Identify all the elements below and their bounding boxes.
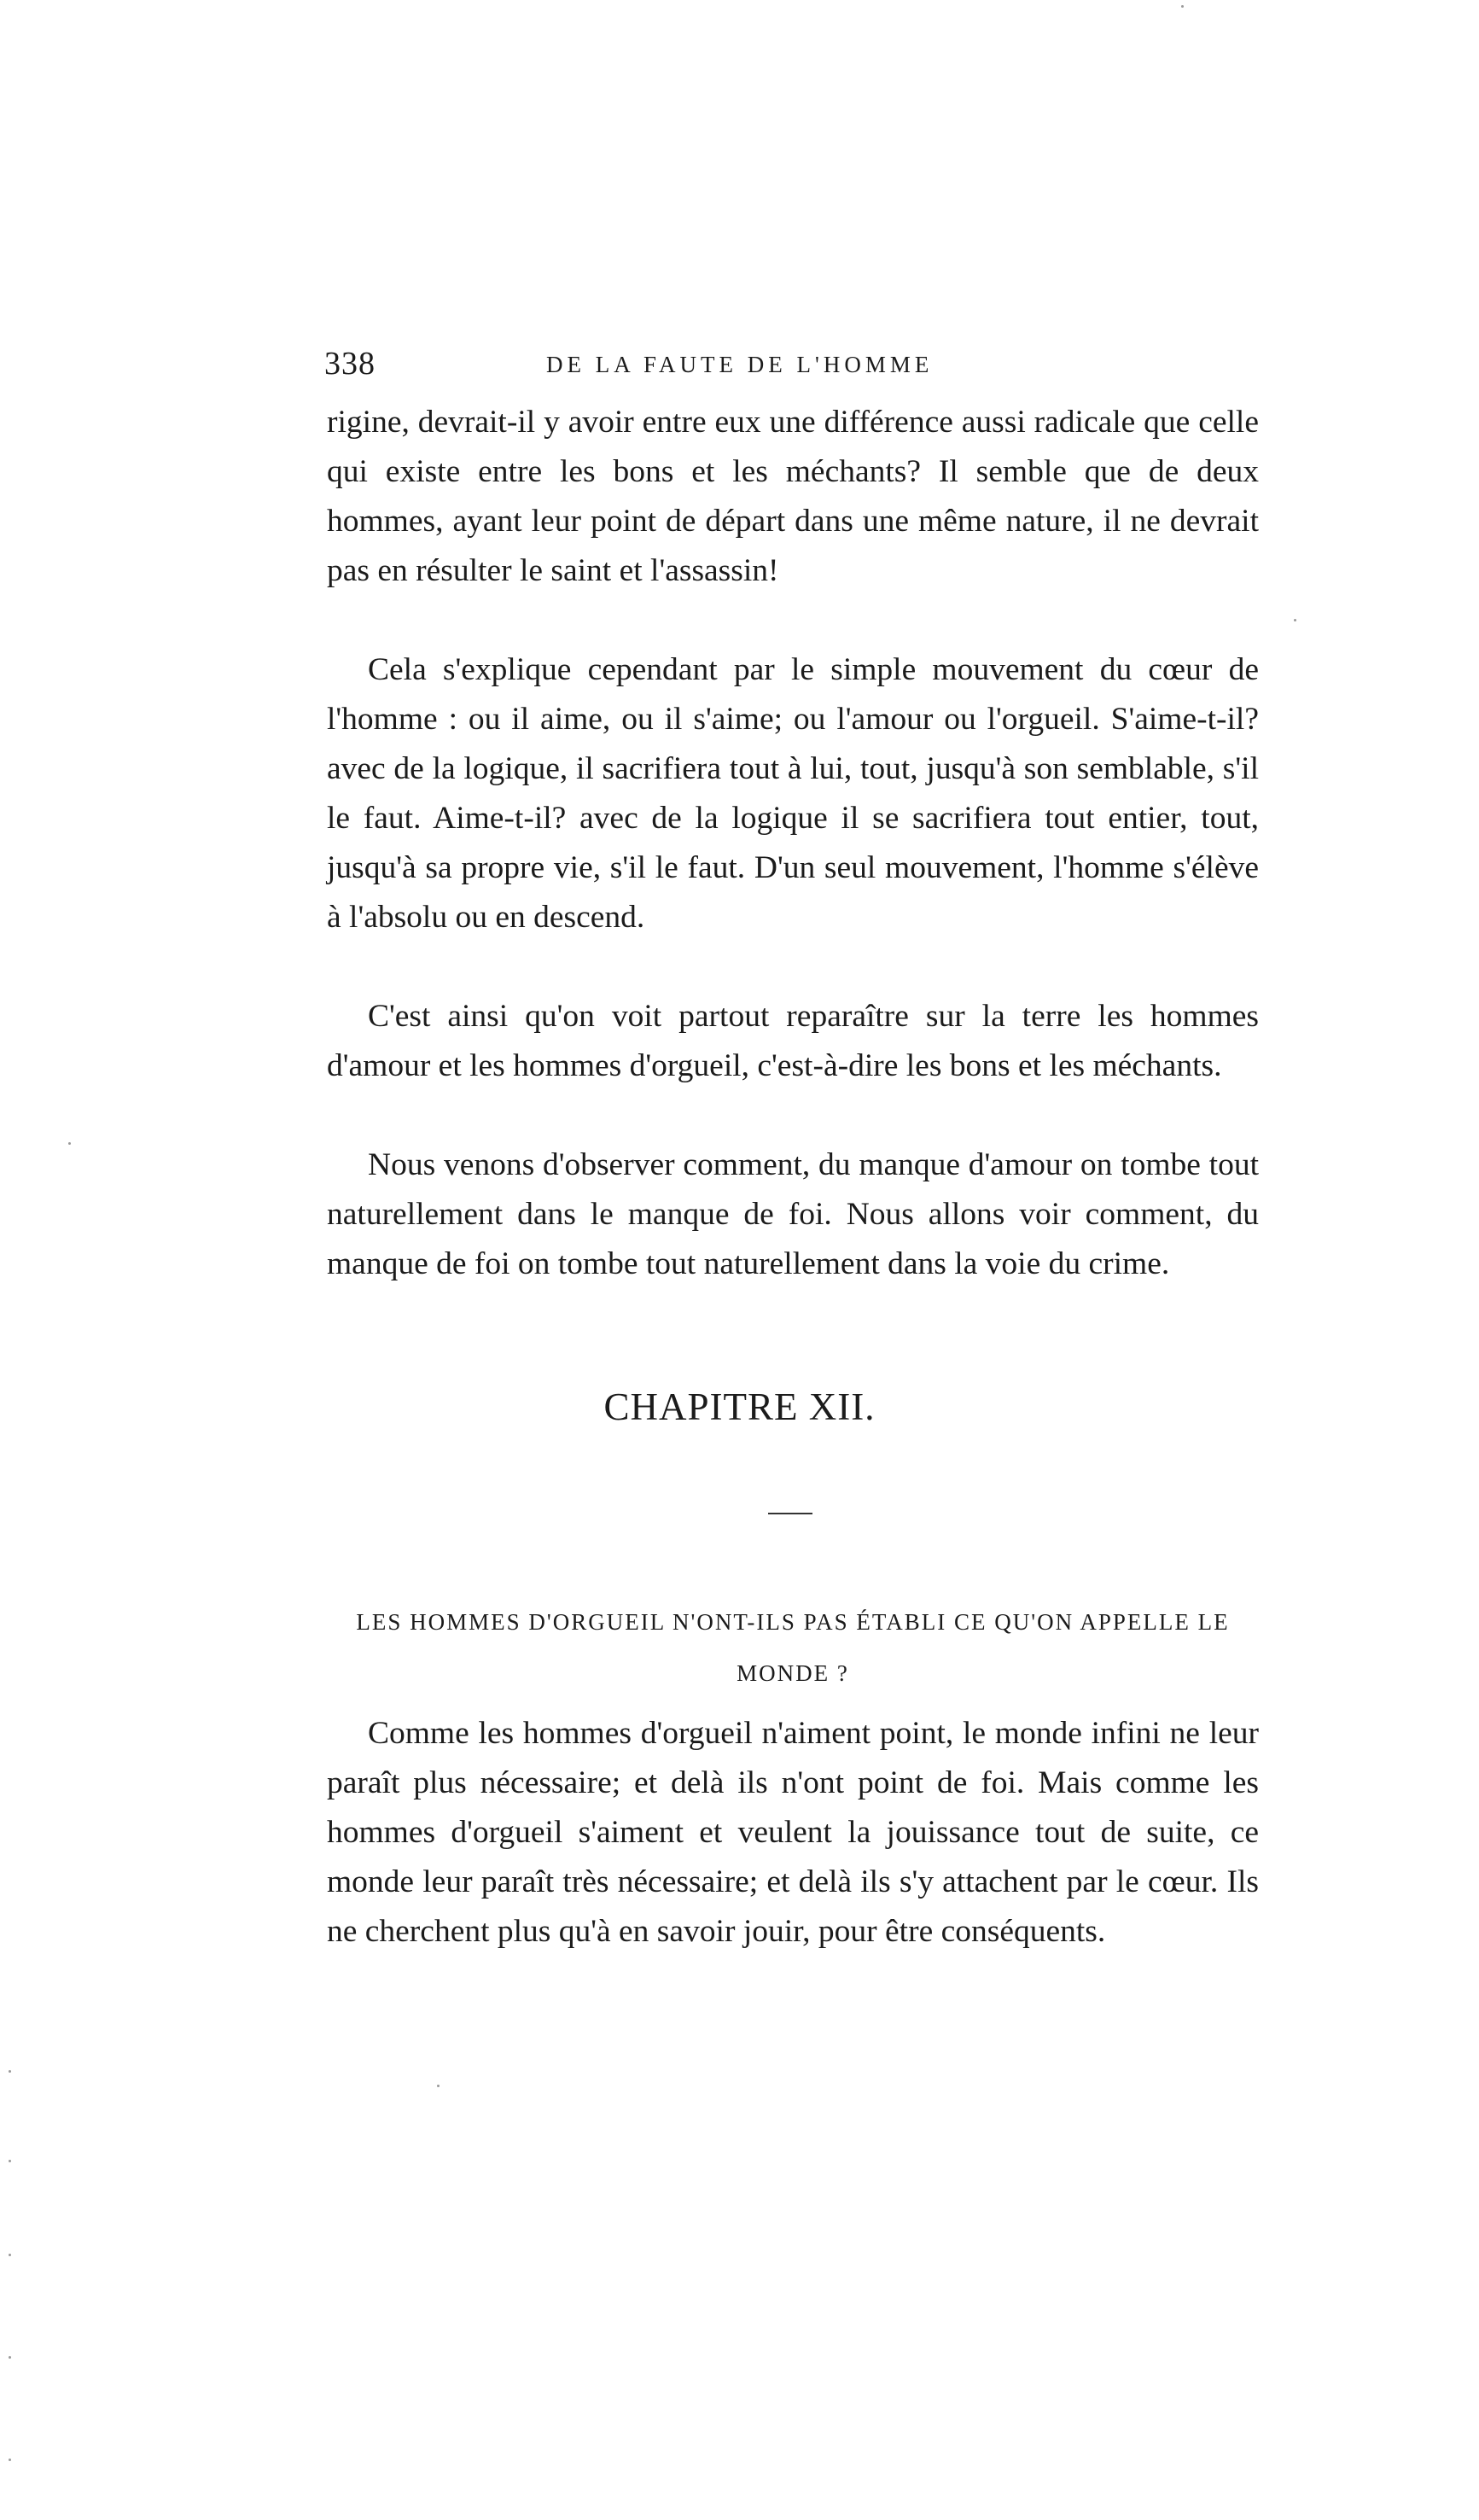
scan-speck: [9, 2356, 11, 2359]
page-number: 338: [324, 346, 376, 382]
body-paragraph-3: C'est ainsi qu'on voit partout reparaître sur la terre les hommes d'amour et les hommes d'orgueil, c'est-à-dire les bons et les méchants.: [327, 999, 1259, 1083]
body-paragraph-2: Cela s'explique cependant par le simple mouvement du cœur de l'homme : ou il aime, ou il s'aime; ou l'amour ou l'orgueil. S'aime-t-il? avec de la logique, il sacrifiera tout à lui, tout, jusqu'à son semblable, s'il le faut. Aime-t-il? avec de la logique il se sacrifiera tout entier, tout, jusqu'à sa propre vie, s'il le faut. D'un seul mouvement, l'homme s'élève à l'absolu ou en descend.: [327, 652, 1259, 935]
scan-speck: [9, 2254, 11, 2256]
scan-speck: [9, 2459, 11, 2461]
scan-speck: [9, 2070, 11, 2073]
body-paragraph-1: rigine, devrait-il y avoir entre eux une différence aussi radicale que celle qui existe entre les bons et les méchants? Il semble que de deux hommes, ayant leur point de départ dans une même nature, il ne devrait pas en résulter le saint et l'assassin!: [327, 405, 1259, 588]
scan-speck: [1294, 619, 1296, 621]
scan-speck: [437, 2085, 440, 2087]
chapter-paragraph-1: Comme les hommes d'orgueil n'aiment point, le monde infini ne leur paraît plus nécessaire; et delà ils n'ont point de foi. Mais comme les hommes d'orgueil s'aiment et veulent la jouissance tout de suite, ce monde leur paraît très nécessaire; et delà ils s'y attachent par le cœur. Ils ne cherchent plus qu'à en savoir jouir, pour être conséquents.: [327, 1716, 1259, 1949]
scan-speck: [9, 2160, 11, 2162]
scan-speck: [68, 1142, 71, 1145]
running-title: DE LA FAUTE DE L'HOMME: [546, 352, 934, 377]
scan-speck: [1181, 5, 1184, 8]
chapter-title: CHAPITRE XII.: [603, 1385, 876, 1428]
chapter-divider: [768, 1513, 812, 1514]
running-header: [324, 345, 1263, 396]
chapter-subtitle: LES HOMMES D'ORGUEIL N'ONT-ILS PAS ÉTABLI CE QU'ON APPELLE LE MONDE ?: [356, 1609, 1230, 1686]
body-paragraph-4: Nous venons d'observer comment, du manque d'amour on tombe tout naturellement dans le manque de foi. Nous allons voir comment, du manque de foi on tombe tout naturellement dans la voie du crime.: [327, 1147, 1259, 1281]
